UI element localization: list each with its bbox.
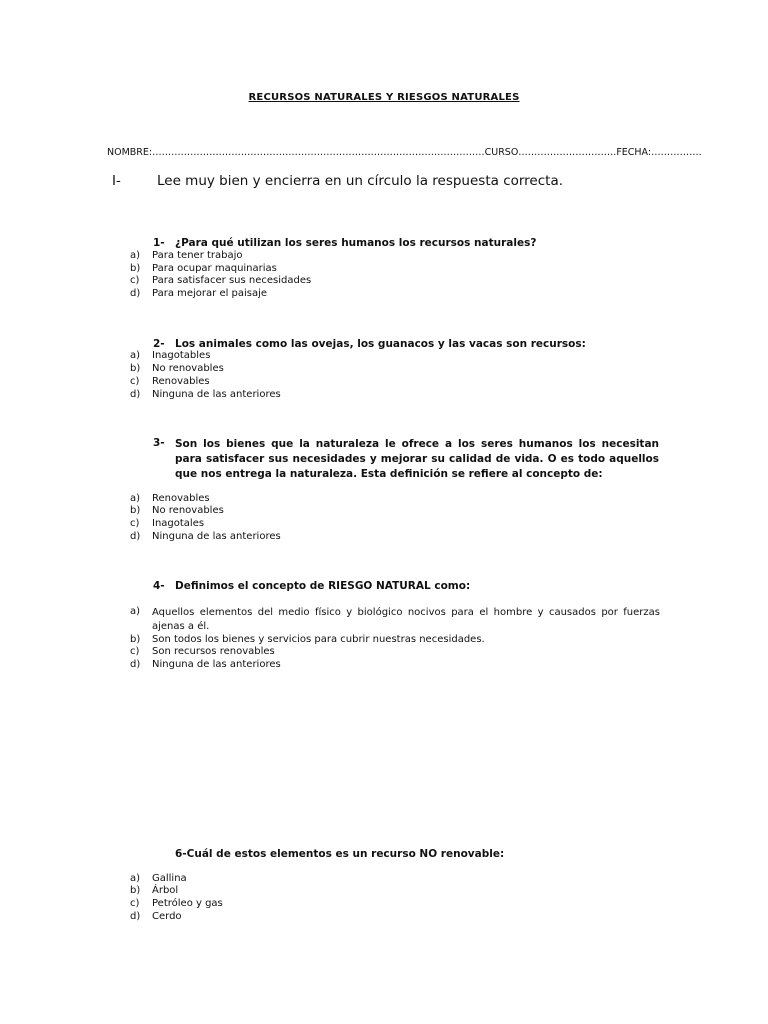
question-number: 1- [153,237,165,249]
question-text: Definimos el concepto de RIESGO NATURAL como: [175,580,471,592]
option-text[interactable]: Son recursos renovables [152,646,275,657]
option-letter: d) [130,531,141,542]
option-letter: a) [130,250,141,261]
section-number: I- [112,173,121,189]
option-text[interactable]: Para ocupar maquinarias [152,263,277,274]
question-number: 4- [153,580,165,592]
option-text[interactable]: Ninguna de las anteriores [152,389,281,400]
option-letter: c) [130,646,140,657]
option-letter: b) [130,885,141,896]
option-letter: a) [130,873,141,884]
option-letter: b) [130,263,141,274]
option-letter: a) [130,606,141,617]
option-text[interactable]: Petróleo y gas [152,898,223,909]
option-text[interactable]: Inagotables [152,350,211,361]
option-text[interactable]: Gallina [152,873,187,884]
option-text[interactable]: Cerdo [152,911,182,922]
option-letter: a) [130,493,141,504]
question-text: Son los bienes que la naturaleza le ofrece a los seres humanos los necesitan para satisfacer sus necesidades y mejorar su calidad de vida. O es todo aquellos que nos entrega la naturaleza. Esta definición se refiere al concepto de: [175,438,659,480]
option-text[interactable]: Para mejorar el paisaje [152,288,268,299]
question-number: 3- [153,437,165,449]
option-letter: b) [130,505,141,516]
option-letter: d) [130,659,141,670]
option-letter: b) [130,634,141,645]
option-text[interactable]: Ninguna de las anteriores [152,531,281,542]
option-letter: c) [130,376,140,387]
option-text[interactable]: Ninguna de las anteriores [152,659,281,670]
option-text[interactable]: Aquellos elementos del medio físico y biológico nocivos para el hombre y causados por fuerzas ajenas a él. [152,607,660,632]
option-text[interactable]: Renovables [152,376,210,387]
option-text[interactable]: Inagotales [152,518,205,529]
option-text[interactable]: Árbol [152,885,179,896]
option-text[interactable]: Renovables [152,493,210,504]
option-letter: d) [130,288,141,299]
student-info-line[interactable]: NOMBRE:……………………………………………………………………………………………CURSO………………………….FECHA:……………. [107,147,702,158]
option-text[interactable]: Son todos los bienes y servicios para cubrir nuestras necesidades. [152,634,485,645]
question-text: ¿Para qué utilizan los seres humanos los recursos naturales? [175,237,537,249]
option-letter: c) [130,898,140,909]
question-number: 2- [153,338,165,350]
option-text[interactable]: Para satisfacer sus necesidades [152,275,312,286]
document-title: RECURSOS NATURALES Y RIESGOS NATURALES [248,92,520,103]
option-letter: c) [130,518,140,529]
option-letter: b) [130,363,141,374]
section-instruction: Lee muy bien y encierra en un círculo la respuesta correcta. [157,173,564,189]
option-text[interactable]: No renovables [152,505,224,516]
option-text[interactable]: Para tener trabajo [152,250,243,261]
option-text[interactable]: No renovables [152,363,224,374]
question-text: 6-Cuál de estos elementos es un recurso NO renovable: [175,848,505,860]
option-letter: a) [130,350,141,361]
question-text: Los animales como las ovejas, los guanacos y las vacas son recursos: [175,338,586,350]
option-letter: d) [130,389,141,400]
option-letter: c) [130,275,140,286]
option-letter: d) [130,911,141,922]
